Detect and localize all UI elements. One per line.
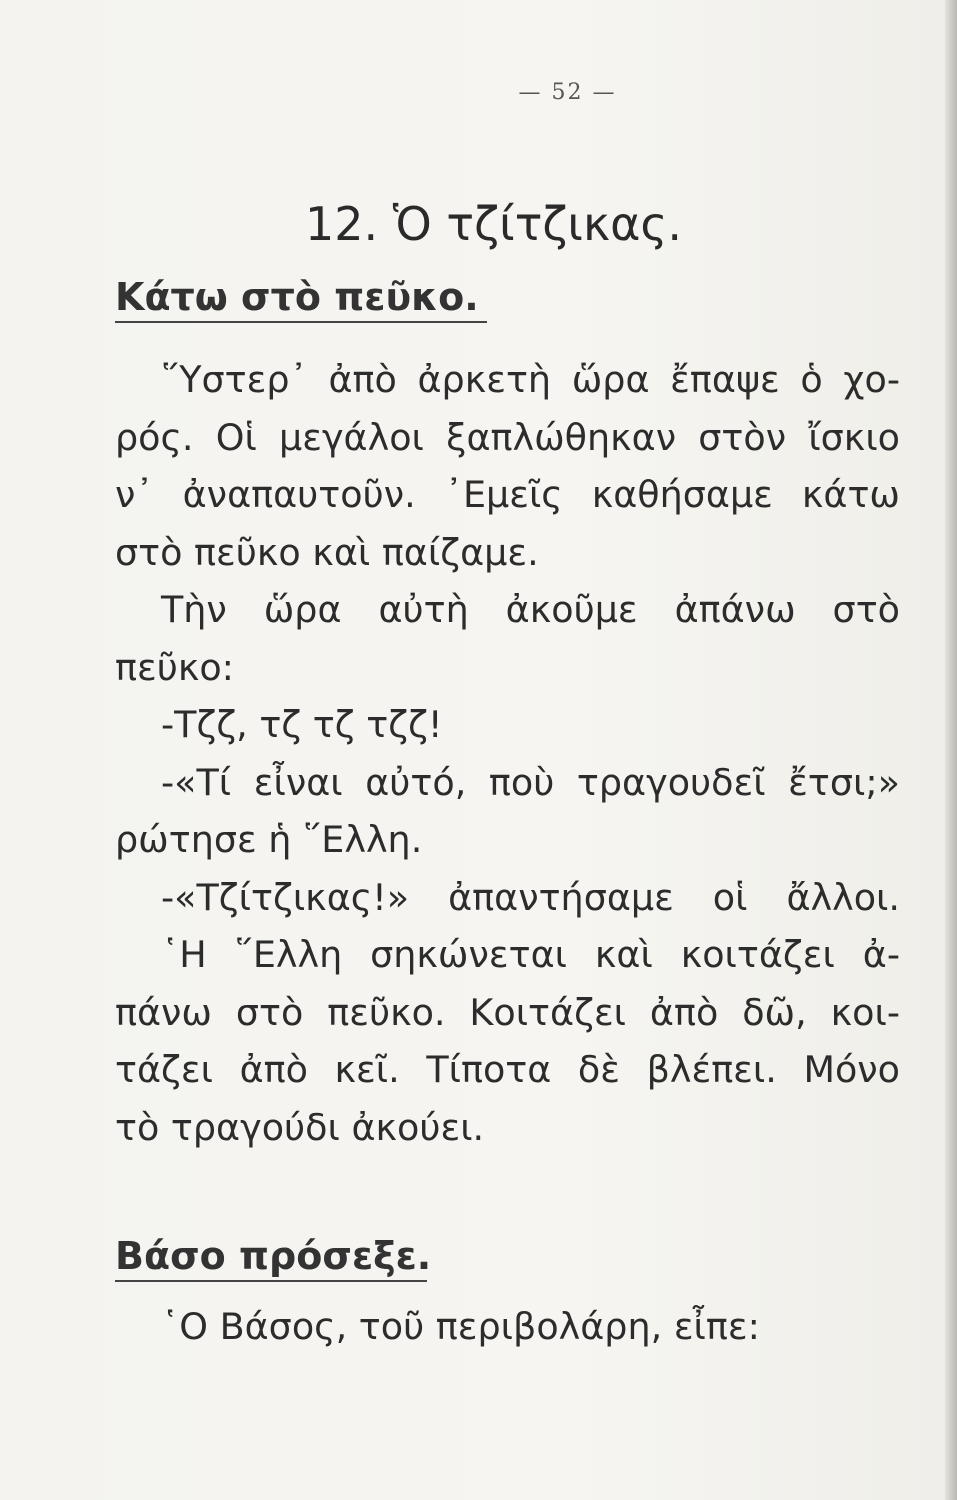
text-line: ῞Υστερ᾿ ἀπὸ ἀρκετὴ ὥρα ἔπαψε ὁ χο- [161,358,900,401]
text-line: ρός. Οἱ μεγάλοι ξαπλώθηκαν στὸν ἴσκιο [115,415,900,459]
text-line: στὸ πεῦκο καὶ παίζαμε. [115,530,539,574]
text-line: τὸ τραγούδι ἀκούει. [115,1105,485,1149]
text-line: πεῦκο: [115,645,234,689]
heading-underline [115,1280,427,1282]
text-line: πάνω στὸ πεῦκο. Κοιτάζει ἀπὸ δῶ, κοι- [115,990,900,1034]
text-line: -«Τζίτζικας!» ἀπαντήσαμε οἱ ἄλλοι. [161,875,900,919]
text-line: -Τζζ, τζ τζ τζζ! [161,703,443,746]
page-number: — 52 — [518,80,617,105]
text-line: Τὴν ὥρα αὐτὴ ἀκοῦμε ἀπάνω στὸ [161,588,900,631]
page-spine-shadow [945,0,957,1500]
section1-text [115,351,900,1156]
text-line: ῾Ο Βάσος, τοῦ περιβολάρη, εἶπε: [161,1305,760,1348]
text-line: τάζει ἀπὸ κεῖ. Τίποτα δὲ βλέπει. Μόνο [115,1048,900,1091]
text-line: ν᾿ ἀναπαυτοῦν. ᾿Εμεῖς καθήσαμε κάτω [115,473,900,516]
text-line: ῾Η ῞Ελλη σηκώνεται καὶ κοιτάζει ἀ- [161,933,900,976]
page-content [115,80,900,1356]
heading-underline [115,321,487,323]
section2-text [115,1298,900,1356]
text-line: ρώτησε ἡ ῞Ελλη. [115,818,423,861]
section-heading-vaso-prosexe: Βάσο πρόσεξε. [115,1234,432,1278]
text-line: -«Τί εἶναι αὐτό, ποὺ τραγουδεῖ ἔτσι;» [161,760,900,804]
lesson-title: 12. Ὁ τζίτζικας. [305,197,683,251]
section-heading-kato-sto-peuko: Κάτω στὸ πεῦκο. [115,275,479,319]
